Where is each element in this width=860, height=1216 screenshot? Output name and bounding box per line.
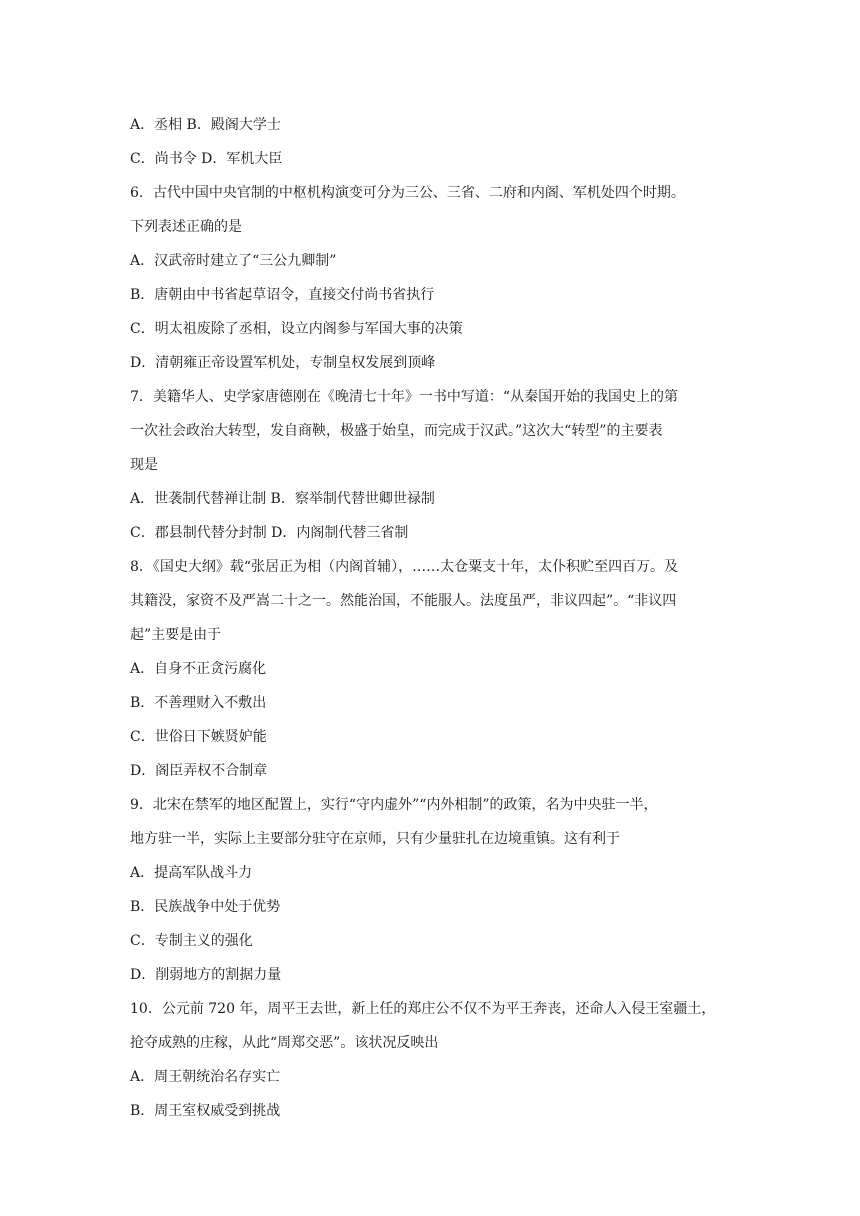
question-9-option-a: A．提高军队战斗力 bbox=[130, 865, 253, 881]
question-10-stem-line-1: 10．公元前 720 年，周平王去世，新上任的郑庄公不仅不为平王奔丧，还命人入侵王室疆土， bbox=[130, 1001, 716, 1017]
question-8-stem-line-1: 8．《国史大纲》载“张居正为相（内阁首辅），……太仓粟支十年，太仆积贮至四百万。及 bbox=[130, 559, 679, 575]
question-7-stem-line-3: 现是 bbox=[130, 457, 158, 473]
question-9-option-d: D．削弱地方的割据力量 bbox=[130, 967, 282, 983]
question-8-stem-line-3: 起”主要是由于 bbox=[130, 627, 222, 643]
option-line-q5-cd: C．尚书令 D．军机大臣 bbox=[130, 151, 283, 167]
question-7-option-cd: C．郡县制代替分封制 D．内阁制代替三省制 bbox=[130, 525, 409, 541]
question-10-stem-line-2: 抢夺成熟的庄稼，从此“周郑交恶”。该状况反映出 bbox=[130, 1035, 439, 1051]
document-body bbox=[130, 108, 730, 1128]
question-7-stem-line-1: 7．美籍华人、史学家唐德刚在《晚清七十年》一书中写道：“从秦国开始的我国史上的第 bbox=[130, 389, 679, 405]
question-9-stem-line-2: 地方驻一半，实际上主要部分驻守在京师，只有少量驻扎在边境重镇。这有利于 bbox=[130, 831, 620, 847]
question-9-stem-line-1: 9．北宋在禁军的地区配置上，实行“守内虚外”“内外相制”的政策，名为中央驻一半， bbox=[130, 797, 658, 813]
question-6-option-c: C．明太祖废除了丞相，设立内阁参与军国大事的决策 bbox=[130, 321, 463, 337]
question-10-option-a: A．周王朝统治名存实亡 bbox=[130, 1069, 281, 1085]
question-8-option-c: C．世俗日下嫉贤妒能 bbox=[130, 729, 267, 745]
question-9-option-c: C．专制主义的强化 bbox=[130, 933, 253, 949]
question-8-option-a: A．自身不正贪污腐化 bbox=[130, 661, 267, 677]
question-6-stem-line-2: 下列表述正确的是 bbox=[130, 219, 242, 235]
question-6-option-a: A．汉武帝时建立了“三公九卿制” bbox=[130, 253, 337, 269]
question-6-option-b: B．唐朝由中书省起草诏令，直接交付尚书省执行 bbox=[130, 287, 435, 303]
question-8-option-b: B．不善理财入不敷出 bbox=[130, 695, 267, 711]
question-8-option-d: D．阁臣弄权不合制章 bbox=[130, 763, 268, 779]
question-9-option-b: B．民族战争中处于优势 bbox=[130, 899, 281, 915]
question-7-option-ab: A．世袭制代替禅让制 B．察举制代替世卿世禄制 bbox=[130, 491, 435, 507]
question-6-stem-line-1: 6．古代中国中央官制的中枢机构演变可分为三公、三省、二府和内阁、军机处四个时期。 bbox=[130, 185, 685, 201]
question-7-stem-line-2: 一次社会政治大转型，发自商鞅，极盛于始皇，而完成于汉武。”这次大“转型”的主要表 bbox=[130, 423, 663, 439]
question-6-option-d: D．清朝雍正帝设置军机处，专制皇权发展到顶峰 bbox=[130, 355, 436, 371]
question-10-option-b: B．周王室权威受到挑战 bbox=[130, 1103, 281, 1119]
option-line-q5-ab: A．丞相 B．殿阁大学士 bbox=[130, 117, 281, 133]
question-8-stem-line-2: 其籍没，家资不及严嵩二十之一。然能治国，不能服人。法度虽严，非议四起”。“非议四 bbox=[130, 593, 677, 609]
